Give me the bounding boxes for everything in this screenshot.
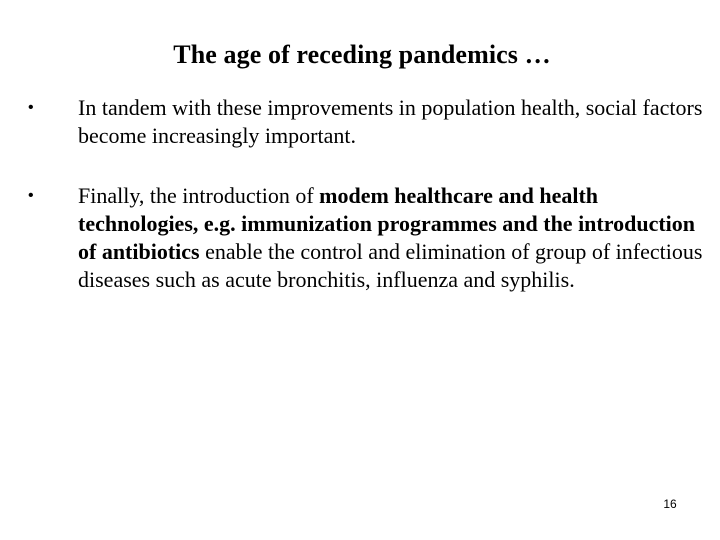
bullet-list [28, 94, 708, 326]
bullet-text-segment: Finally, the introduction of [78, 183, 320, 208]
bullet-text [78, 183, 702, 292]
bullet-dot-icon: • [28, 99, 34, 116]
bullet-dot-icon: • [28, 187, 34, 204]
bullet-text-segment: In tandem with these improvements in population health, social factors become increasingly important. [78, 95, 703, 148]
bullet-text [78, 95, 702, 148]
slide-title: The age of receding pandemics … [173, 40, 551, 69]
page-number: 16 [663, 497, 677, 511]
bullet-item [28, 182, 708, 294]
bullet-text-segment: enable the control and elimination of group of infectious diseases such as acute bronchitis, influenza and syphilis. [78, 239, 703, 292]
bullet-item [28, 94, 708, 150]
bullet-text-bold-segment: modem healthcare and health technologies, e.g. immunization programmes and the introduction of antibiotics [78, 183, 696, 264]
